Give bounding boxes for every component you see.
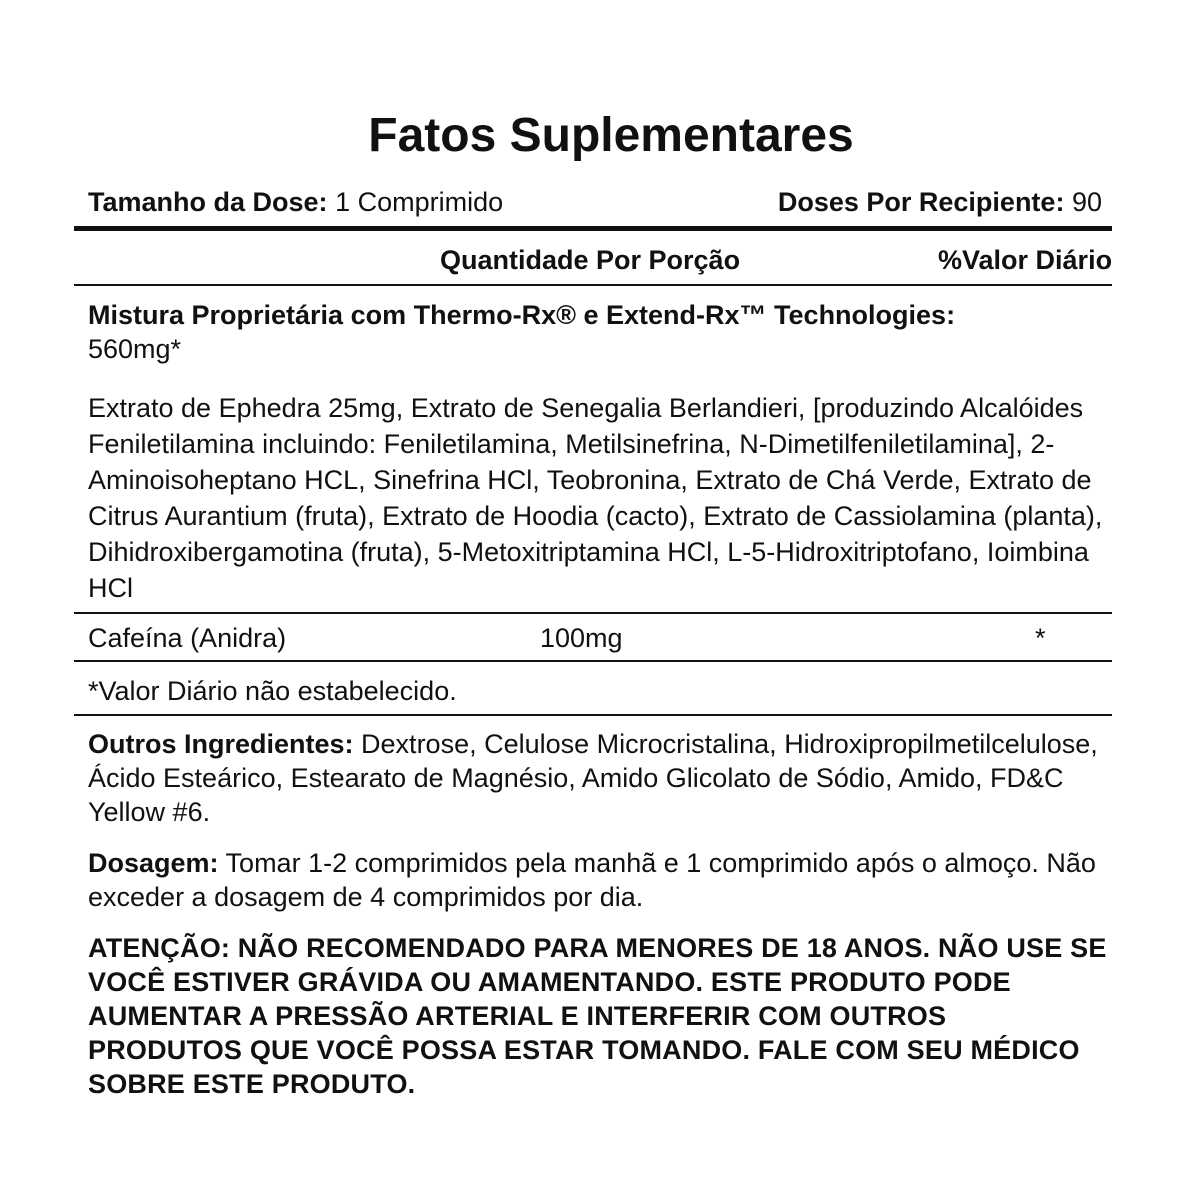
dosage bbox=[88, 846, 1108, 914]
divider bbox=[74, 660, 1112, 662]
dosage-label: Dosagem: bbox=[88, 848, 219, 878]
blend-ingredients: Extrato de Ephedra 25mg, Extrato de Senegalia Berlandieri, [produzindo Alcalóides Feniletilamina incluindo: Feniletilamina, Metilsinefrina, N-Dimetilfeniletilamina], 2-Aminoisoheptano HCL, Sinefrina HCl, Teobronina, Extrato de Chá Verde, Extrato de Citrus Aurantium (fruta), Extrato de Hoodia (cacto), Extrato de Cassiolamina (planta), Dihidroxibergamotina (fruta), 5-Metoxitriptamina HCl, L-5-Hidroxitriptofano, Ioimbina HCl bbox=[88, 393, 1103, 603]
serving-size bbox=[88, 185, 503, 219]
servings-per-container-value: 90 bbox=[1071, 187, 1102, 217]
divider bbox=[74, 284, 1112, 286]
other-ingredients-label: Outros Ingredientes: bbox=[88, 729, 354, 759]
serving-size-value: 1 Comprimido bbox=[335, 187, 504, 217]
divider bbox=[74, 714, 1112, 716]
divider bbox=[74, 612, 1112, 614]
daily-value-footnote: *Valor Diário não estabelecido. bbox=[88, 676, 457, 706]
servings-per-container-label: Doses Por Recipiente: bbox=[777, 187, 1065, 217]
supplement-facts-label bbox=[74, 0, 1114, 1200]
caffeine-amount: 100mg bbox=[540, 623, 623, 653]
other-ingredients-text: Dextrose, Celulose Microcristalina, Hidroxipropilmetilcelulose, Ácido Esteárico, Estearato de Magnésio, Amido Glicolato de Sódio, Amido, FD&C Yellow #6. bbox=[88, 729, 1098, 827]
caffeine-name: Cafeína (Anidra) bbox=[88, 623, 287, 653]
amount-per-serving-header: Quantidade Por Porção bbox=[440, 245, 741, 275]
caffeine-daily-value: * bbox=[1035, 623, 1046, 653]
proprietary-blend-name: Mistura Proprietária com Thermo-Rx® e Extend-Rx™ Technologies: bbox=[88, 300, 956, 330]
servings-per-container bbox=[778, 185, 1102, 219]
serving-size-label: Tamanho da Dose: bbox=[88, 187, 328, 217]
other-ingredients bbox=[88, 727, 1108, 829]
proprietary-blend-amount: 560mg* bbox=[88, 334, 182, 364]
label-title: Fatos Suplementares bbox=[368, 109, 854, 162]
daily-value-header: %Valor Diário bbox=[938, 245, 1113, 275]
thick-divider bbox=[74, 226, 1112, 231]
proprietary-blend bbox=[88, 298, 1098, 366]
warning-text: ATENÇÃO: NÃO RECOMENDADO PARA MENORES DE 18 ANOS. NÃO USE SE VOCÊ ESTIVER GRÁVIDA OU AMAMENTANDO. ESTE PRODUTO PODE AUMENTAR A PRESSÃO ARTERIAL E INTERFERIR COM OUTROS PRODUTOS QUE VOCÊ POSSA ESTAR TOMANDO. FALE COM SEU MÉDICO SOBRE ESTE PRODUTO. bbox=[88, 933, 1107, 1099]
dosage-text: Tomar 1-2 comprimidos pela manhã e 1 comprimido após o almoço. Não exceder a dosagem de 4 comprimidos por dia. bbox=[88, 848, 1096, 912]
